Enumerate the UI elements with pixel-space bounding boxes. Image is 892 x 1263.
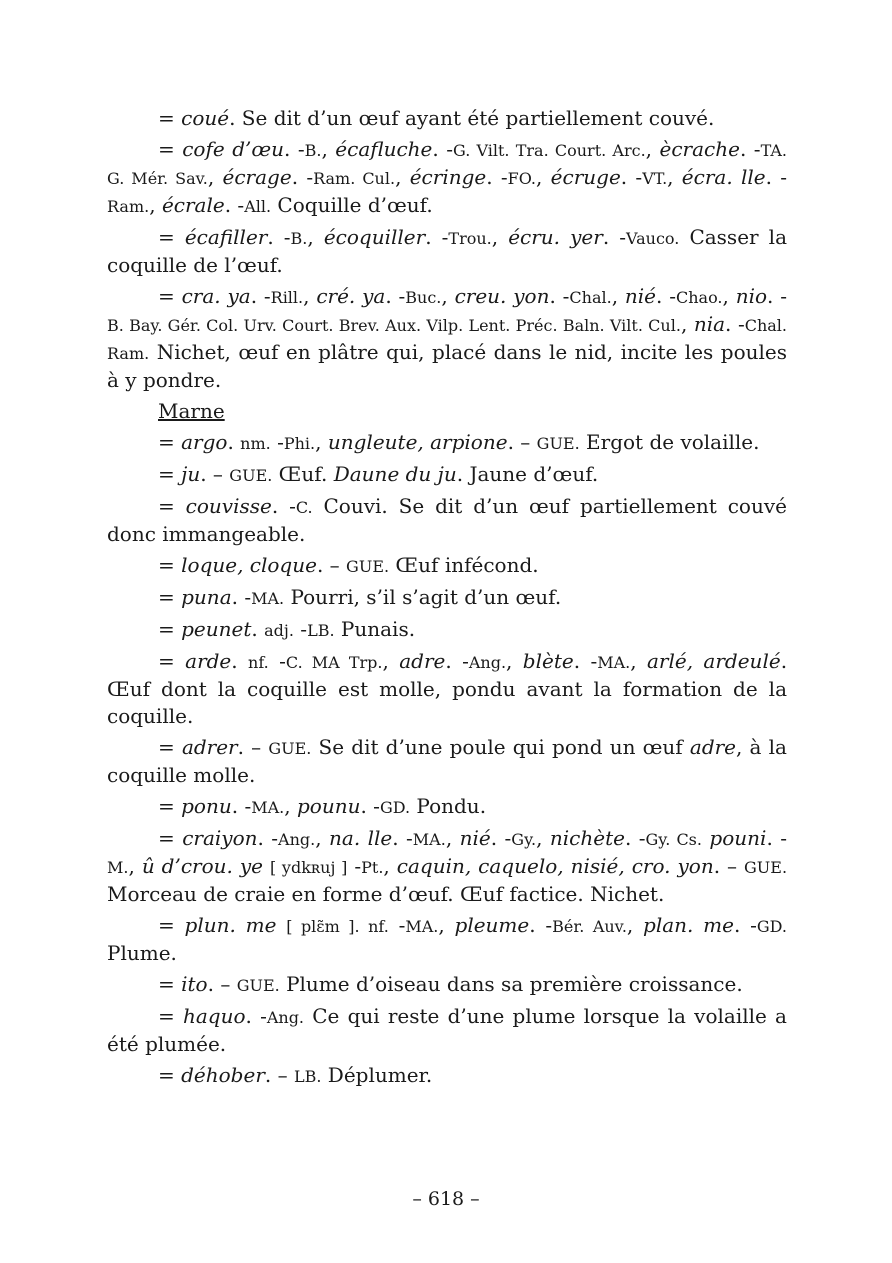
source-abbrev: Ang. [278,830,316,849]
entry-text: . – [264,1063,294,1087]
entry-text: Nichet, œuf en plâtre qui, placé dans le nid, incite les poules à y pondre. [107,340,787,392]
headword: ju [181,462,201,486]
source-abbrev: [ plɛ̃m ]. nf. [286,917,389,936]
entry-text: Œuf infécond. [389,553,539,577]
headword: û d’crou. ye [141,854,263,878]
source-abbrev: M. [107,858,129,877]
section-heading-text: Marne [158,399,225,423]
entry-text: , [491,225,509,249]
entry-text: Œuf. [272,462,334,486]
source-abbrev: TA. G. Mér. Sav. [107,141,787,188]
dictionary-entry [107,584,787,612]
entry-text: . Jaune d’œuf. [456,462,599,486]
source-abbrev: Pt. [361,858,384,877]
entry-text: Plume. [107,941,177,965]
source-abbrev: Buc. [405,288,442,307]
headword: arde [185,649,232,673]
source-abbrev: B. [304,141,322,160]
headword: ponu [181,794,232,818]
entry-text: , [382,649,400,673]
headword: pounu [296,794,361,818]
entry-text: = [158,284,182,308]
entry-text: , [307,225,324,249]
source-abbrev: FO. [507,169,537,188]
headword: nio [735,284,768,308]
entry-text: = [158,225,185,249]
entry-text: . - [224,193,245,217]
entry-text: = [158,913,185,937]
headword: écruge [550,165,621,189]
source-abbrev: Chao. [675,288,723,307]
entry-text: , [284,794,297,818]
headword: ungleute, arpione [327,430,508,454]
entry-text: . - [739,137,761,161]
dictionary-entry [107,912,787,967]
entry-text: . – [713,854,745,878]
entry-text: . - [432,137,453,161]
source-abbrev: B. [290,229,308,248]
entry-text: , [303,284,317,308]
entry-text: = [158,137,183,161]
headword: na. lle [329,826,393,850]
source-abbrev: B. Bay. Gér. Col. Urv. Court. Brev. Aux. Vilp. Lent. Préc. Baln. Vilt. Cul. [107,316,681,335]
entry-text: Punais. [334,617,416,641]
headword: loque, cloque [181,553,317,577]
source-abbrev: C. MA Trp. [285,653,383,672]
headword: pouni [709,826,767,850]
source-abbrev: MA. [412,830,446,849]
dictionary-entry [107,461,787,489]
source-abbrev: LB. [293,1067,322,1086]
entry-text: = [158,462,182,486]
entry-text: , à la coquille molle. [107,735,787,787]
entry-text: Déplumer. [321,1063,433,1087]
entry-text: . - [250,284,271,308]
entry-text: . - [766,826,787,850]
headword: écrale [161,193,225,217]
entry-text: . - [602,225,627,249]
headword: écrage [222,165,292,189]
entry-text: Pourri, s’il s’agit d’un œuf. [284,585,562,609]
headword: caquin, caquelo, nisié, cro. yon [396,854,714,878]
entry-text: . - [360,794,380,818]
dictionary-entry [107,1003,787,1058]
source-abbrev: All. [244,197,272,216]
entry-text: , [149,193,162,217]
headword: argo [181,430,228,454]
headword: écru. yer [508,225,603,249]
headword: ito [181,972,208,996]
entry-text: , [667,165,682,189]
entry-text: . - [529,913,553,937]
entry-text: = [158,735,182,759]
entry-text: . - [284,137,305,161]
source-abbrev: adj. [264,621,294,640]
entry-text: , [321,137,336,161]
section-heading [107,398,787,425]
entry-text: . – [316,553,347,577]
headword: écoquiller [323,225,426,249]
entry-text: Morceau de craie en forme d’œuf. Œuf factice. Nichet. [107,882,665,906]
entry-text: , [680,312,694,336]
entry-text: . - [445,649,469,673]
source-abbrev: Chal. Ram. [107,316,787,363]
entry-text: . – [237,735,269,759]
headword: adre [399,649,446,673]
dictionary-entry [107,493,787,548]
source-abbrev: Ang. [266,1008,305,1027]
source-abbrev: Ram. [107,197,150,216]
entry-text: . [227,430,241,454]
entry-text: = [158,617,182,641]
dictionary-entry [107,648,787,730]
source-abbrev: Rill. [270,288,304,307]
source-abbrev: G. Vilt. Tra. Court. Arc. [453,141,646,160]
entry-text: . - [271,494,296,518]
headword: peunet [181,617,252,641]
entry-text: Pondu. [410,794,487,818]
entry-text: . - [765,165,787,189]
headword: cofe d’œu [182,137,285,161]
entry-text: . [231,649,249,673]
headword: craiyon [182,826,258,850]
entry-text: = [158,585,182,609]
entry-text: - [293,617,308,641]
entry-text: . – [200,462,230,486]
entry-text: , [207,165,223,189]
entry-text: , [315,826,330,850]
dictionary-entry [107,1062,787,1090]
entry-text: . - [231,585,252,609]
entry-text: , [630,649,647,673]
dictionary-entry [107,616,787,644]
entry-text: = [158,1063,182,1087]
headword: déhober [181,1063,265,1087]
source-abbrev: GUE. [536,434,580,453]
source-abbrev: MA. [251,589,285,608]
entry-text: . - [425,225,449,249]
source-abbrev: nm. [240,434,271,453]
entry-text: . - [733,913,757,937]
dictionary-entry [107,136,787,220]
source-abbrev: MA. [405,917,439,936]
headword: cra. ya [181,284,251,308]
entry-text: . – [207,972,237,996]
entry-text: = [158,972,182,996]
entry-text: . Œuf dont la coquille est molle, pondu avant la formation de la coquille. [107,649,788,728]
entry-text: . - [549,284,570,308]
headword: coué [181,106,230,130]
entry-text: . - [486,165,508,189]
entry-text: . - [291,165,314,189]
source-abbrev: MA. [597,653,631,672]
entry-text: = [158,649,186,673]
page-body [107,105,787,1094]
entry-text: = [158,553,182,577]
entry-text: Ergot de volaille. [579,430,760,454]
headword: Daune du ju [333,462,457,486]
headword: cré. ya [316,284,386,308]
entry-text: . - [725,312,745,336]
headword: creu. yon [454,284,550,308]
entry-text: , [438,913,455,937]
dictionary-entry [107,224,787,279]
entry-text: . - [573,649,598,673]
dictionary-entry [107,429,787,457]
dictionary-entry [107,552,787,580]
source-abbrev: GUE. [268,739,312,758]
entry-text: = [158,794,182,818]
entry-text: - [270,430,284,454]
source-abbrev: GD. [756,917,787,936]
entry-text: Ce qui reste d’une plume lorsque la volaille a été plumée. [107,1004,787,1056]
entry-text: . - [490,826,512,850]
entry-text: Coquille d’œuf. [271,193,433,217]
dictionary-entry [107,971,787,999]
entry-text: , [506,649,523,673]
entry-text: , [536,165,551,189]
dictionary-entry [107,734,787,789]
source-abbrev: Ram. Cul. [313,169,396,188]
entry-text: = [158,1004,183,1028]
entry-text: - [268,649,286,673]
entry-text: , [128,854,142,878]
entry-text: , [395,165,410,189]
headword: écafluche [335,137,433,161]
source-abbrev: Gy. Cs. [645,830,702,849]
source-abbrev: GUE. [236,976,280,995]
dictionary-entry [107,105,787,132]
entry-text [263,854,270,878]
entry-text: Couvi. Se dit d’un œuf partiellement couvé donc immangeable. [107,494,787,546]
source-abbrev: GUE. [229,466,273,485]
entry-text: , [383,854,397,878]
source-abbrev: Chal. [569,288,612,307]
entry-text: Plume d’oiseau dans sa première croissance. [279,972,743,996]
entry-text: , [445,826,460,850]
entry-text: = [158,106,182,130]
headword: plan. me [643,913,734,937]
entry-text: . - [231,794,252,818]
entry-text: = [158,494,186,518]
headword: pleume [454,913,530,937]
headword: adre [689,735,737,759]
headword: écafiller [184,225,268,249]
headword: écra. lle [681,165,766,189]
entry-text: . - [245,1004,267,1028]
entry-text: . – [507,430,537,454]
headword: couvisse [185,494,272,518]
headword: nié [459,826,491,850]
source-abbrev: [ ydkʀuj ] [269,858,348,877]
entry-text: . [251,617,265,641]
headword: nichète [549,826,625,850]
source-abbrev: Gy. [511,830,537,849]
entry-text: , [315,430,328,454]
entry-text: , [645,137,660,161]
headword: nié [624,284,657,308]
entry-text: , [441,284,455,308]
entry-text: , [536,826,550,850]
entry-text: . Se dit d’un œuf ayant été partiellement couvé. [229,106,715,130]
source-abbrev: GUE. [744,858,788,877]
source-abbrev: nf. [248,653,269,672]
entry-text: Se dit d’une poule qui pond un œuf [311,735,690,759]
source-abbrev: Vauco. [626,229,680,248]
dictionary-entry [107,825,787,908]
entry-text: . - [624,826,646,850]
headword: adrer [181,735,238,759]
entry-text: - [388,913,406,937]
source-abbrev: Bér. Auv. [552,917,627,936]
headword: arlé, ardeulé [646,649,781,673]
entry-text: . - [392,826,413,850]
entry-text: . - [385,284,406,308]
source-abbrev: VT. [642,169,668,188]
entry-text: . - [656,284,676,308]
entry-text: , [626,913,644,937]
entry-text: . - [767,284,787,308]
source-abbrev: Trou. [448,229,492,248]
source-abbrev: C. [295,498,313,517]
source-abbrev: Phi. [283,434,316,453]
entry-text: . - [620,165,643,189]
headword: plun. me [184,913,277,937]
entry-text: , [611,284,625,308]
headword: nia [693,312,726,336]
source-abbrev: GD. [379,798,411,817]
source-abbrev: LB. [307,621,335,640]
headword: blète [522,649,574,673]
dictionary-entry [107,283,787,394]
page-number: – 618 – [412,1188,480,1210]
entry-text: = [158,826,183,850]
headword: écringe [409,165,487,189]
entry-text: - [347,854,362,878]
entry-text: Casser la coquille de l’œuf. [107,225,787,277]
headword: ècrache [659,137,740,161]
entry-text: , [722,284,736,308]
entry-text [276,913,286,937]
entry-text: = [158,430,182,454]
source-abbrev: GUE. [346,557,390,576]
dictionary-entry [107,793,787,821]
headword: haquo [182,1004,246,1028]
source-abbrev: MA. [251,798,285,817]
headword: puna [181,585,232,609]
source-abbrev: Ang. [468,653,507,672]
entry-text: . - [267,225,291,249]
entry-text: . - [257,826,279,850]
